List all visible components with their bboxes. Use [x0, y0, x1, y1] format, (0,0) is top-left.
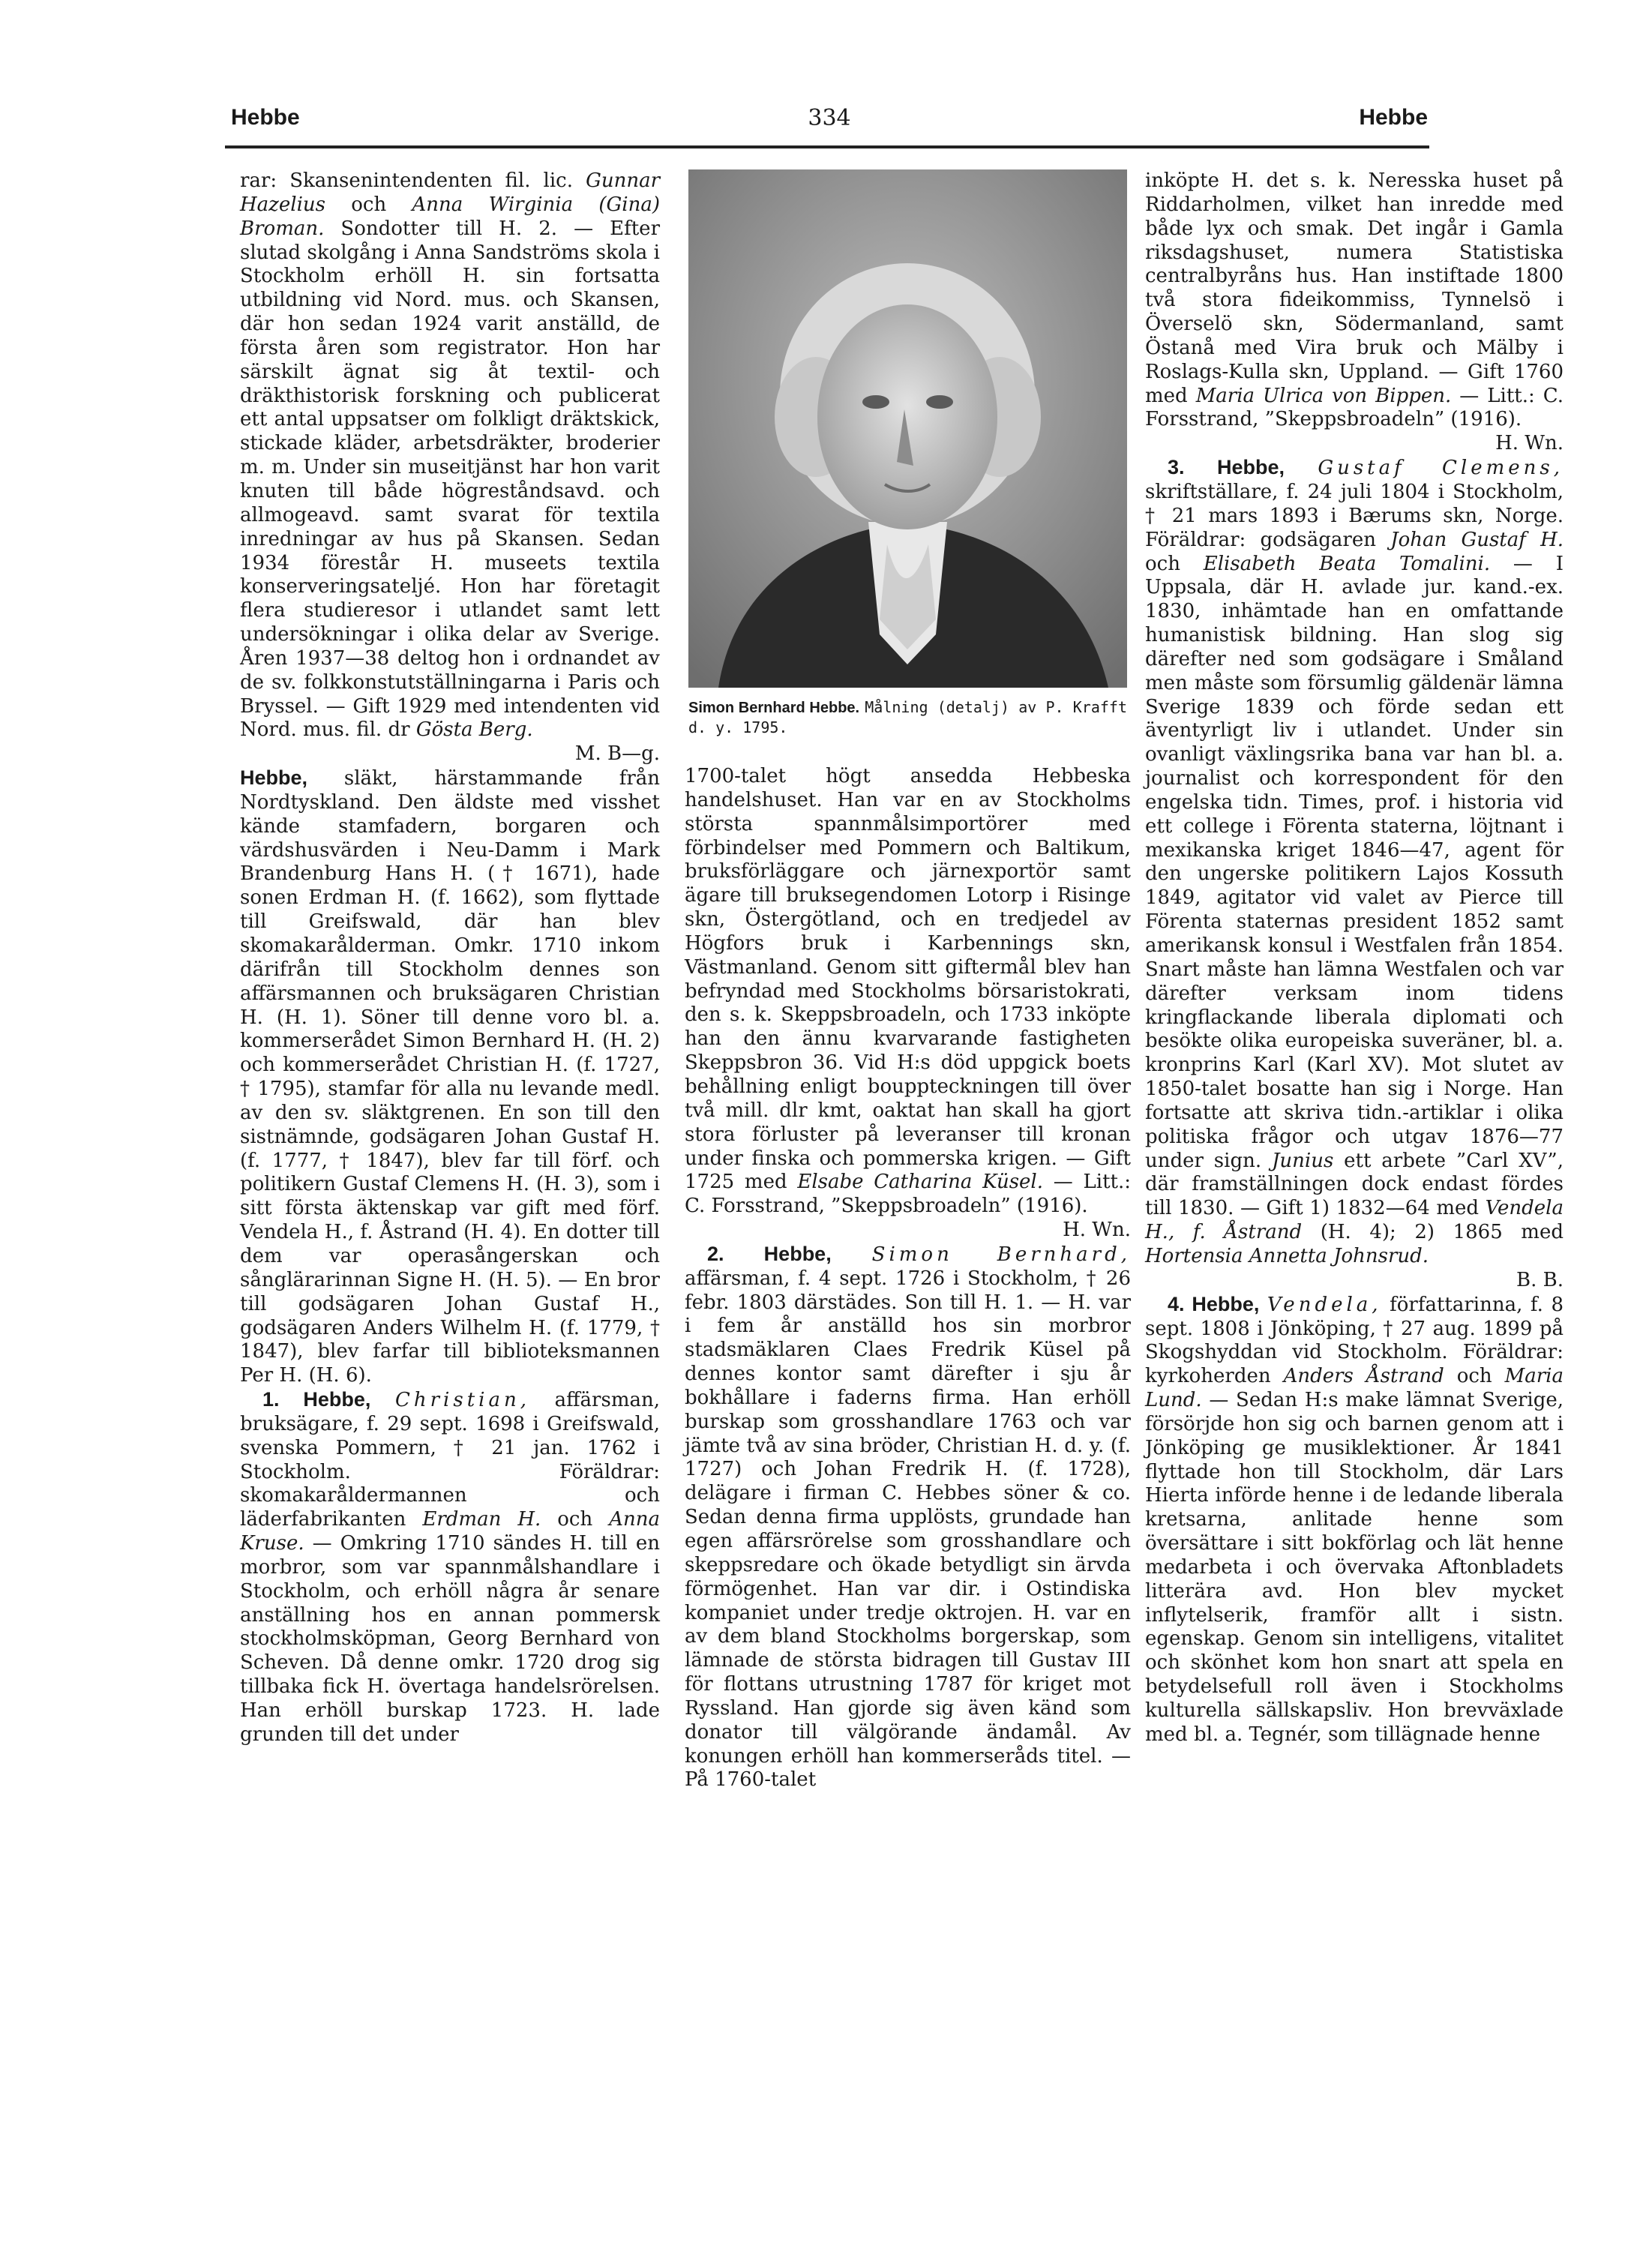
paragraph-continuation: 1700-talet högt ansedda Hebbeska handelshuset. Han var en av Stockholms största spannmålsimportörer med förbindelser med Pommern och Baltikum, bruksförläggare och järnexportör samt ägare till bruksegendomen Lotorp i Risinge skn, Östergötland, och en tredjedel av Högfors bruk i Karbennings skn, Västmanland. Genom sitt giftermål blev han befryndad med Stockholms börsaristokrati, den s. k. Skeppsbroadeln, och 1733 inköpte han den ännu kvarvarande fastigheten Skeppsbron 36. Vid H:s död uppgick boets behållning enligt bouppteckningen till över två mill. dlr kmt, oaktat han skall ha gjort stora förluster på leveranser till kronan under finska och pommerska krigen. — Gift 1725 med Elsabe Catharina Küsel. — Litt.: C. Forsstrand, ”Skeppsbroadeln” (1916).	[685, 765, 1132, 1218]
author-signature: H. Wn.	[1063, 1219, 1131, 1242]
entry-family: Hebbe, släkt, härstammande från Nordtyskland. Den äldste med visshet kände stamfadern, borgaren och värdshusvärden i Neu-Damm i Mark Brandenburg Hans H. († 1671), hade sonen Erdman H. (f. 1662), som flyttade till Greifswald, där han blev skomakarålderman. Omkr. 1710 inkom därifrån till Stockholm dennes son affärsmannen och bruksägaren Christian H. (H. 1). Söner till denne voro bl. a. kommerserådet Simon Bernhard H. (H. 2) och kommerserådet Christian H. (f. 1727, † 1795), stamfar för alla nu levande medl. av den sv. släktgrenen. En son till den sistnämnde, godsägaren Johan Gustaf H. (f. 1777, † 1847), blev far till förf. och politikern Gustaf Clemens H. (H. 3), som i sitt första äktenskap var gift med förf. Vendela H., f. Åstrand (H. 4). En dotter till dem var operasångerskan och sånglärarinnan Signe H. (H. 5). — En bror till godsägaren Johan Gustaf H., godsägaren Anders Wilhelm H. (f. 1779, † 1847), blev farfar till biblioteksmannen Per H. (H. 6).	[240, 766, 660, 1387]
column-3	[1145, 169, 1564, 1747]
column-1	[240, 169, 660, 1747]
paragraph-continuation: rar: Skansenintendenten fil. lic. Gunnar Hazelius och Anna Wirginia (Gina) Broman. Sondotter till H. 2. — Efter slutad skolgång i Anna Sandströms skola i Stockholm erhöll H. sin fortsatta utbildning vid Nord. mus. och Skansen, där hon sedan 1924 varit anställd, de första åren som registrator. Hon har särskilt ägnat sig åt textil- och dräkthistorisk forskning och publicerat ett antal uppsatser om folkligt dräktskick, stickade kläder, arbetsdräkter, broderier m. m. Under sin museitjänst har hon varit knuten till både högreståndsavd. och allmogeavd. samt svarat för textila inredningar av hus på Skansen. Sedan 1934 förestår H. museets textila konserveringsateljé. Hon har företagit flera studieresor i utlandet samt lett undersökningar i olika delar av Sverige. Åren 1937—38 deltog hon i ordnandet av de sv. folkkonstutställningarna i Paris och Bryssel. — Gift 1929 med intendenten vid Nord. mus. fil. dr Gösta Berg.	[240, 169, 660, 742]
header-rule	[225, 145, 1429, 148]
entry-name: Christian,	[394, 1389, 530, 1412]
header-right-title: Hebbe	[1359, 105, 1428, 130]
column-2	[685, 765, 1131, 1792]
paragraph-continuation: inköpte H. det s. k. Neresska huset på Riddarholmen, vilket han inredde med både lyx och smak. Det ingår i Gamla riksdagshuset, numera Statistiska centralbyråns hus. Han instiftade 1800 två stora fideikommiss, Tynnelsö i Överselö skn, Södermanland, samt Östanå med Vira bruk och Mälby i Roslags-Kulla skn, Uppland. — Gift 1760 med Maria Ulrica von Bippen. — Litt.: C. Forsstrand, ”Skeppsbroadeln” (1916).	[1145, 169, 1564, 431]
entry-number: 4. Hebbe,	[1168, 1292, 1260, 1315]
entry-1: 1. Hebbe, Christian, affärsman, bruksägare, f. 29 sept. 1698 i Greifswald, svenska Pommern, † 21 jan. 1762 i Stockholm. Föräldrar: skomakaråldermannen och läderfabrikanten Erdman H. och Anna Kruse. — Omkring 1710 sändes H. till en morbror, som var spannmålshandlare i Stockholm, och erhöll några år senare anställning hos en annan pommersk stockholmsköpman, Georg Bernhard von Scheven. Då denne omkr. 1720 drog sig tillbaka fick H. övertaga handelsrörelsen. Han erhöll burskap 1723. H. lade grunden till det under	[240, 1388, 660, 1746]
entry-name: Simon Bernhard,	[871, 1243, 1131, 1266]
entry-name: Vendela,	[1267, 1293, 1382, 1316]
author-signature: B. B.	[1516, 1268, 1564, 1291]
header-left-title: Hebbe	[231, 105, 300, 130]
entry-heading: Hebbe,	[240, 766, 308, 790]
author-signature: H. Wn.	[1495, 432, 1564, 455]
portrait-image	[688, 169, 1127, 688]
entry-number: 2. Hebbe,	[707, 1242, 832, 1265]
entry-2: 2. Hebbe, Simon Bernhard, affärsman, f. 4 sept. 1726 i Stockholm, † 26 febr. 1803 därstädes. Son till H. 1. — H. var i fem år anställd hos sin morbror stadsmäklaren Claes Fredrik Küsel på dennes kontor samt därefter i sju år bokhållare i faderns firma. Han erhöll burskap som grosshandlare 1763 och var jämte två av sina bröder, Christian H. d. y. (f. 1727) och Johan Fredrik H. (f. 1728), delägare i firman C. Hebbes söner & co. Sedan denna firma upplösts, grundade han egen affärsrörelse som grosshandlare och skeppsredare och ökade betydligt sin ärvda förmögenhet. Han var dir. i Ostindiska kompaniet under tredje oktrojen. H. var en av dem bland Stockholms borgerskap, som lämnade de största bidragen till Gustav III för flottans utrustning 1787 för kriget mot Ryssland. Han gjorde sig även känd som donator till välgörande ändamål. Av konungen erhöll han kommerseråds titel. — På 1760-talet	[685, 1242, 1131, 1792]
author-signature: M. B—g.	[574, 742, 660, 766]
page-number: 334	[808, 105, 851, 131]
entry-3: 3. Hebbe, Gustaf Clemens, skriftställare, f. 24 juli 1804 i Stockholm, † 21 mars 1893 i Bærums skn, Norge. Föräldrar: godsägaren Johan Gustaf H. och Elisabeth Beata Tomalini. — I Uppsala, där H. avlade jur. kand.-ex. 1830, inhämtade han en omfattande humanistisk bildning. Han slog sig därefter ned som godsägare i Småland men måste som försumlig gäldenär lämna Sverige 1839 och förde sedan ett äventyrligt liv i utlandet. Under sin ovanligt växlingsrika bana var han bl. a. journalist och korrespondent för den engelska tidn. Times, prof. i historia vid ett college i Förenta staterna, löjtnant i mexikanska kriget 1846—47, agent för den ungerske politikern Lajos Kossuth 1849, agitator vid valet av Pierce till Förenta staternas president 1852 samt amerikansk konsul i Westfalen från 1854. Snart måste han lämna Westfalen och var därefter verksam inom tidens kringflackande liberala diplomati och besökte olika europeiska suveräner, bl. a. kronprins Karl (Karl XV). Mot slutet av 1850-talet bosatte han sig i Norge. Han fortsatte att skriva tidn.-artiklar i olika politiska frågor och utgav 1876—77 under sign. Junius ett arbete ”Carl XV”, där framställningen dock endast fördes till 1830. — Gift 1) 1832—64 med Vendela H., f. Åstrand (H. 4); 2) 1865 med Hortensia Annetta Johnsrud.	[1145, 456, 1564, 1267]
running-header	[231, 105, 1428, 150]
caption-name: Simon Bernhard Hebbe.	[688, 700, 860, 716]
portrait-illustration	[688, 169, 1127, 688]
portrait-caption	[688, 697, 1127, 738]
caption-credit: Målning (detalj) av P. Krafft d. y. 1795.	[688, 698, 1127, 736]
entry-4: 4. Hebbe, Vendela, författarinna, f. 8 sept. 1808 i Jönköping, † 27 aug. 1899 på Skogshyddan vid Stockholm. Föräldrar: kyrkoherden Anders Åstrand och Maria Lund. — Sedan H:s make lämnat Sverige, försörjde hon sig och barnen genom att i Jönköping ge musiklektioner. År 1841 flyttade hon till Stockholm, där Lars Hierta införde henne i de ledande liberala kretsarna, anlitade henne som översättare i sitt bokförlag och lät henne medarbeta i och övervaka Aftonbladets litterära avd. Hon blev mycket inflytelserik, framför allt i sistn. egenskap. Genom sin intelligens, vitalitet och skönhet kom hon snart att spela en betydelsefull roll även i Stockholms kulturella sällskapsliv. Hon brevväxlade med bl. a. Tegnér, som tillägnade henne	[1145, 1292, 1564, 1746]
entry-name: Gustaf Clemens,	[1318, 457, 1564, 480]
entry-number: 1. Hebbe,	[262, 1388, 371, 1411]
entry-number: 3. Hebbe,	[1168, 456, 1285, 479]
